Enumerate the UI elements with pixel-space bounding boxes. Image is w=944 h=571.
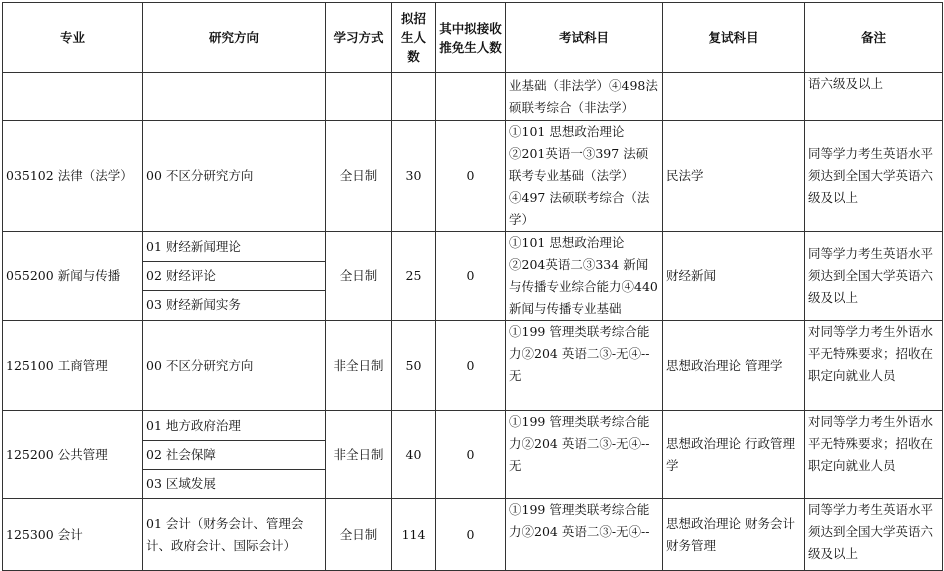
- cell-mode: 全日制: [326, 499, 392, 571]
- cell-quota: 40: [392, 411, 436, 499]
- cell-major: 055200 新闻与传播: [3, 232, 143, 321]
- admissions-table: [2, 2, 943, 571]
- direction-item: 02 财经评论: [143, 262, 325, 291]
- cell-quota: [392, 73, 436, 121]
- cell-mode: 非全日制: [326, 321, 392, 411]
- direction-item: 02 社会保障: [143, 441, 325, 470]
- table-row: [3, 411, 943, 499]
- direction-item: 01 地方政府治理: [143, 412, 325, 441]
- cell-direction: 01 会计（财务会计、管理会计、政府会计、国际会计）: [143, 499, 326, 571]
- table-row: [3, 232, 943, 321]
- cell-note: 语六级及以上: [805, 73, 943, 121]
- cell-exempt: 0: [436, 321, 506, 411]
- cell-direction: [143, 73, 326, 121]
- cell-note: 同等学力考生英语水平须达到全国大学英语六级及以上: [805, 499, 943, 571]
- cell-major: 125100 工商管理: [3, 321, 143, 411]
- header-mode: 学习方式: [326, 3, 392, 73]
- header-exam: 考试科目: [506, 3, 663, 73]
- cell-directions: [143, 232, 326, 321]
- cell-retest: 思想政治理论 管理学: [663, 321, 805, 411]
- cell-direction: 00 不区分研究方向: [143, 321, 326, 411]
- header-direction: 研究方向: [143, 3, 326, 73]
- table-row: [3, 321, 943, 411]
- cell-mode: 全日制: [326, 121, 392, 232]
- header-major: 专业: [3, 3, 143, 73]
- header-row: [3, 3, 943, 73]
- cell-retest: [663, 73, 805, 121]
- table-row: [3, 499, 943, 571]
- cell-major: 035102 法律（法学）: [3, 121, 143, 232]
- cell-direction: 00 不区分研究方向: [143, 121, 326, 232]
- cell-note: 对同等学力考生外语水平无特殊要求；招收在职定向就业人员: [805, 411, 943, 499]
- cell-exam: ①199 管理类联考综合能力②204 英语二③-无④--无: [506, 411, 663, 499]
- cell-exam: ①199 管理类联考综合能力②204 英语二③-无④--: [506, 499, 663, 571]
- cell-exempt: 0: [436, 121, 506, 232]
- header-retest: 复试科目: [663, 3, 805, 73]
- cell-directions: [143, 411, 326, 499]
- cell-exempt: 0: [436, 499, 506, 571]
- direction-item: 03 财经新闻实务: [146, 297, 241, 312]
- cell-exempt: 0: [436, 411, 506, 499]
- header-exempt: 其中拟接收推免生人数: [436, 3, 506, 73]
- cell-retest: 财经新闻: [663, 232, 805, 321]
- cell-major: 125300 会计: [3, 499, 143, 571]
- cell-quota: 25: [392, 232, 436, 321]
- cell-retest: 思想政治理论 财务会计 财务管理: [663, 499, 805, 571]
- cell-note: 同等学力考生英语水平须达到全国大学英语六级及以上: [805, 232, 943, 321]
- cell-note: 同等学力考生英语水平须达到全国大学英语六级及以上: [805, 121, 943, 232]
- cell-quota: 114: [392, 499, 436, 571]
- cell-quota: 30: [392, 121, 436, 232]
- direction-item: 01 财经新闻理论: [143, 233, 325, 262]
- cell-mode: [326, 73, 392, 121]
- cell-exam: ①199 管理类联考综合能力②204 英语二③-无④--无: [506, 321, 663, 411]
- cell-exam: ①101 思想政治理论②204英语二③334 新闻与传播专业综合能力④440 新闻与传播专业基础: [506, 232, 663, 321]
- cell-mode: 非全日制: [326, 411, 392, 499]
- cell-mode: 全日制: [326, 232, 392, 321]
- cell-exempt: 0: [436, 232, 506, 321]
- cell-quota: 50: [392, 321, 436, 411]
- cell-exempt: [436, 73, 506, 121]
- cell-retest: 思想政治理论 行政管理学: [663, 411, 805, 499]
- table-row: [3, 73, 943, 121]
- table-row: [3, 121, 943, 232]
- cell-note: 对同等学力考生外语水平无特殊要求；招收在职定向就业人员: [805, 321, 943, 411]
- cell-retest: 民法学: [663, 121, 805, 232]
- cell-exam: ①101 思想政治理论②201英语一③397 法硕联考专业基础（法学）④497 法硕联考综合（法学）: [506, 121, 663, 232]
- header-note: 备注: [805, 3, 943, 73]
- direction-item: 03 区域发展: [146, 475, 216, 491]
- cell-major: 125200 公共管理: [3, 411, 143, 499]
- cell-exam: 业基础（非法学）④498法硕联考综合（非法学）: [506, 73, 663, 121]
- cell-major: [3, 73, 143, 121]
- header-quota: 拟招生人数: [392, 3, 436, 73]
